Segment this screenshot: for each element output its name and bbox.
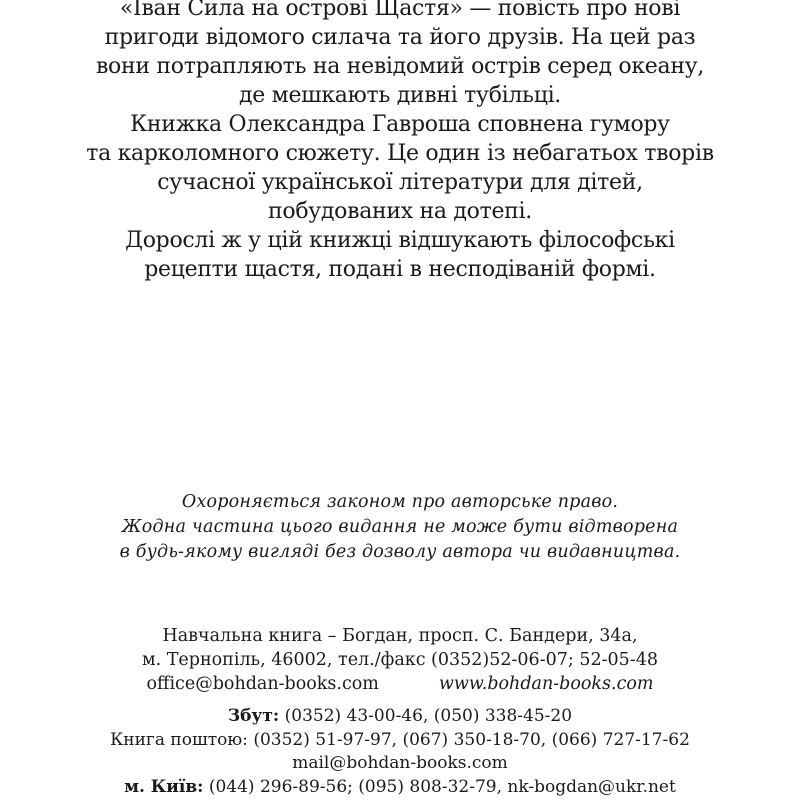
annotation-line: Книжка Олександра Гавроша сповнена гумору	[130, 112, 670, 137]
sales-line	[0, 705, 800, 729]
copyright-line: Охороняється законом про авторське право.	[181, 492, 619, 512]
sales-label: Збут:	[227, 706, 280, 726]
sales-phones: (0352) 43-00-46, (050) 338-45-20	[279, 706, 573, 726]
annotation-line: побудованих на дотепі.	[268, 199, 532, 224]
kyiv-line	[0, 776, 800, 800]
annotation-line: та карколомного сюжету. Це один із небагатьох творів	[86, 141, 714, 166]
mail-order-email[interactable]: mail@bohdan-books.com	[292, 753, 508, 773]
annotation-line: вони потрапляють на невідомий острів серед океану,	[95, 54, 705, 79]
annotation-line: де мешкають дивні тубільці.	[238, 83, 562, 108]
mail-order-phones: (0352) 51-97-97, (067) 350-18-70, (066) 727-17-62	[247, 729, 690, 750]
annotation-line: пригоди відомого силача та його друзів. На цей раз	[104, 25, 696, 50]
publisher-website[interactable]: www.bohdan-books.com	[438, 674, 654, 694]
publisher-email[interactable]: office@bohdan-books.com	[146, 674, 379, 694]
copyright-notice	[0, 490, 800, 565]
mail-order-label: Книга поштою:	[110, 729, 248, 750]
publisher-info	[0, 624, 800, 696]
sales-contacts	[0, 705, 800, 799]
mail-order-line	[0, 729, 800, 753]
kyiv-label: м. Київ:	[124, 776, 204, 797]
book-annotation	[0, 0, 800, 284]
publisher-city-phone: м. Тернопіль, 46002, тел./факс (0352)52-06-07; 52-05-48	[142, 650, 658, 670]
publisher-contacts	[0, 672, 800, 696]
publisher-address: Навчальна книга – Богдан, просп. С. Бандери, 34а,	[162, 626, 638, 646]
kyiv-phones: (044) 296-89-56; (095) 808-32-79, nk-bogdan@ukr.net	[203, 776, 676, 797]
annotation-line: Дорослі ж у цій книжці відшукають філософські	[125, 228, 675, 253]
annotation-line: сучасної української літератури для дітей,	[157, 170, 643, 195]
copyright-line: в будь-якому вигляді без дозволу автора чи видавництва.	[119, 542, 681, 562]
copyright-line: Жодна частина цього видання не може бути відтворена	[121, 517, 679, 537]
annotation-line: рецепти щастя, подані в несподіваній формі.	[144, 257, 656, 282]
annotation-line: «Іван Сила на острові Щастя» — повість про нові	[119, 0, 681, 21]
